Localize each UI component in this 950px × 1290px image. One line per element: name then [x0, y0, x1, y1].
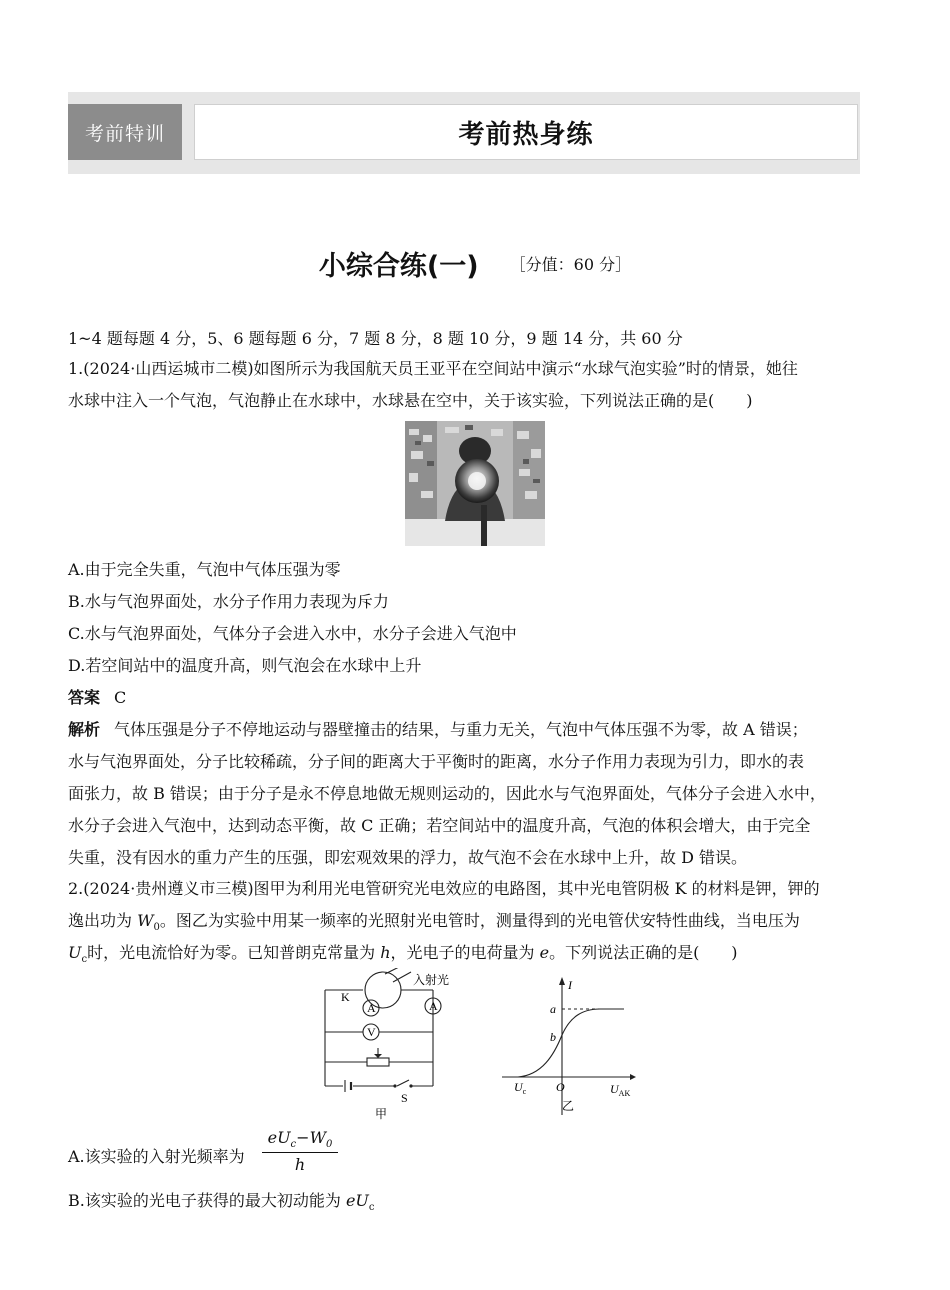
q2-option-b: B.该实验的光电子获得的最大初动能为 $eU_c$	[68, 1191, 375, 1214]
answer-value: C	[114, 688, 127, 707]
q1-analysis-line-2: 水与气泡界面处，分子比较稀疏，分子间的距离大于平衡时的距离，水分子作用力表现为引力，即水的表	[68, 752, 805, 771]
q2-stem-line-2: 逸出功为 $W_0$。图乙为实验中用某一频率的光照射光电管时，测量得到的光电管伏安特性曲线，当电压为	[68, 911, 800, 934]
iv-characteristic-graph	[500, 975, 640, 1125]
section-title-row	[0, 244, 950, 283]
q1-analysis-line-5: 失重，没有因水的重力产生的压强，即宏观效果的浮力，故气泡不会在水球中上升，故 D 错误。	[68, 848, 748, 867]
voltage-axis-label: $U_{AK}$	[610, 1082, 631, 1098]
incident-light-label: 入射光	[413, 973, 450, 987]
q1-stem-line-1: 1.(2024·山西运城市二模)如图所示为我国航天员王亚平在空间站中演示“水球气泡实验”时的情景，她往	[68, 359, 798, 378]
answer-label: 答案	[68, 688, 101, 707]
q1-analysis-line-4: 水分子会进入气泡中，达到动态平衡，故 C 正确；若空间站中的温度升高，气泡的体积会增大，由于完全	[68, 816, 811, 835]
q1-analysis-line-1: 解析 气体压强是分子不停地运动与器壁撞击的结果，与重力无关，气泡中气体压强不为零，故 A 错误；	[68, 720, 808, 739]
q1-stem-line-2: 水球中注入一个气泡，气泡静止在水球中，水球悬在空中，关于该实验，下列说法正确的是( )	[68, 391, 753, 410]
intercept-label-b: b	[550, 1030, 556, 1044]
q1-option-c: C.水与气泡界面处，气体分子会进入水中，水分子会进入气泡中	[68, 624, 517, 643]
anode-label: A	[367, 1001, 376, 1015]
q1-option-a: A.由于完全失重，气泡中气体压强为零	[68, 560, 341, 579]
banner-title: 考前热身练	[194, 104, 858, 160]
analysis-label: 解析	[68, 720, 101, 739]
current-axis-label: I	[568, 978, 572, 992]
cathode-label: K	[341, 990, 350, 1004]
q2-option-a: A.该实验的入射光频率为	[68, 1147, 245, 1166]
header-banner	[68, 92, 860, 174]
section-title: 小综合练(一)	[318, 251, 479, 282]
figure-a-caption: 甲	[375, 1107, 388, 1121]
astronaut-water-ball-photo	[405, 421, 545, 546]
figure-b-caption: 乙	[562, 1099, 575, 1113]
saturation-label-a: a	[550, 1002, 556, 1016]
q1-option-d: D.若空间站中的温度升高，则气泡会在水球中上升	[68, 656, 422, 675]
photoelectric-circuit-diagram	[315, 968, 460, 1128]
q2-stem-line-3: $U_c$时，光电流恰好为零。已知普朗克常量为 h，光电子的电荷量为 e。下列说法正确的是( )	[68, 943, 738, 966]
frequency-fraction: $eU_c-W_0$ h	[262, 1128, 338, 1174]
origin-label: O	[556, 1080, 565, 1094]
cutoff-voltage-label: $U_c$	[514, 1080, 527, 1096]
switch-label: S	[401, 1091, 408, 1105]
score-note: ［分值：60 分］	[509, 255, 632, 274]
q2-stem-line-1: 2.(2024·贵州遵义市三模)图甲为利用光电管研究光电效应的电路图，其中光电管阴极 K 的材料是钾，钾的	[68, 879, 820, 898]
q1-analysis-line-3: 面张力，故 B 错误；由于分子是永不停息地做无规则运动的，因此水与气泡界面处，气体分子会进入水中，	[68, 784, 826, 803]
ammeter-label: A	[429, 999, 438, 1013]
voltmeter-label: V	[367, 1025, 376, 1039]
scoring-rule: 1~4 题每题 4 分，5、6 题每题 6 分，7 题 8 分，8 题 10 分，9 题 14 分，共 60 分	[68, 329, 683, 348]
section-tag: 考前特训	[68, 104, 182, 160]
q1-option-b: B.水与气泡界面处，水分子作用力表现为斥力	[68, 592, 389, 611]
q1-answer	[68, 687, 126, 709]
